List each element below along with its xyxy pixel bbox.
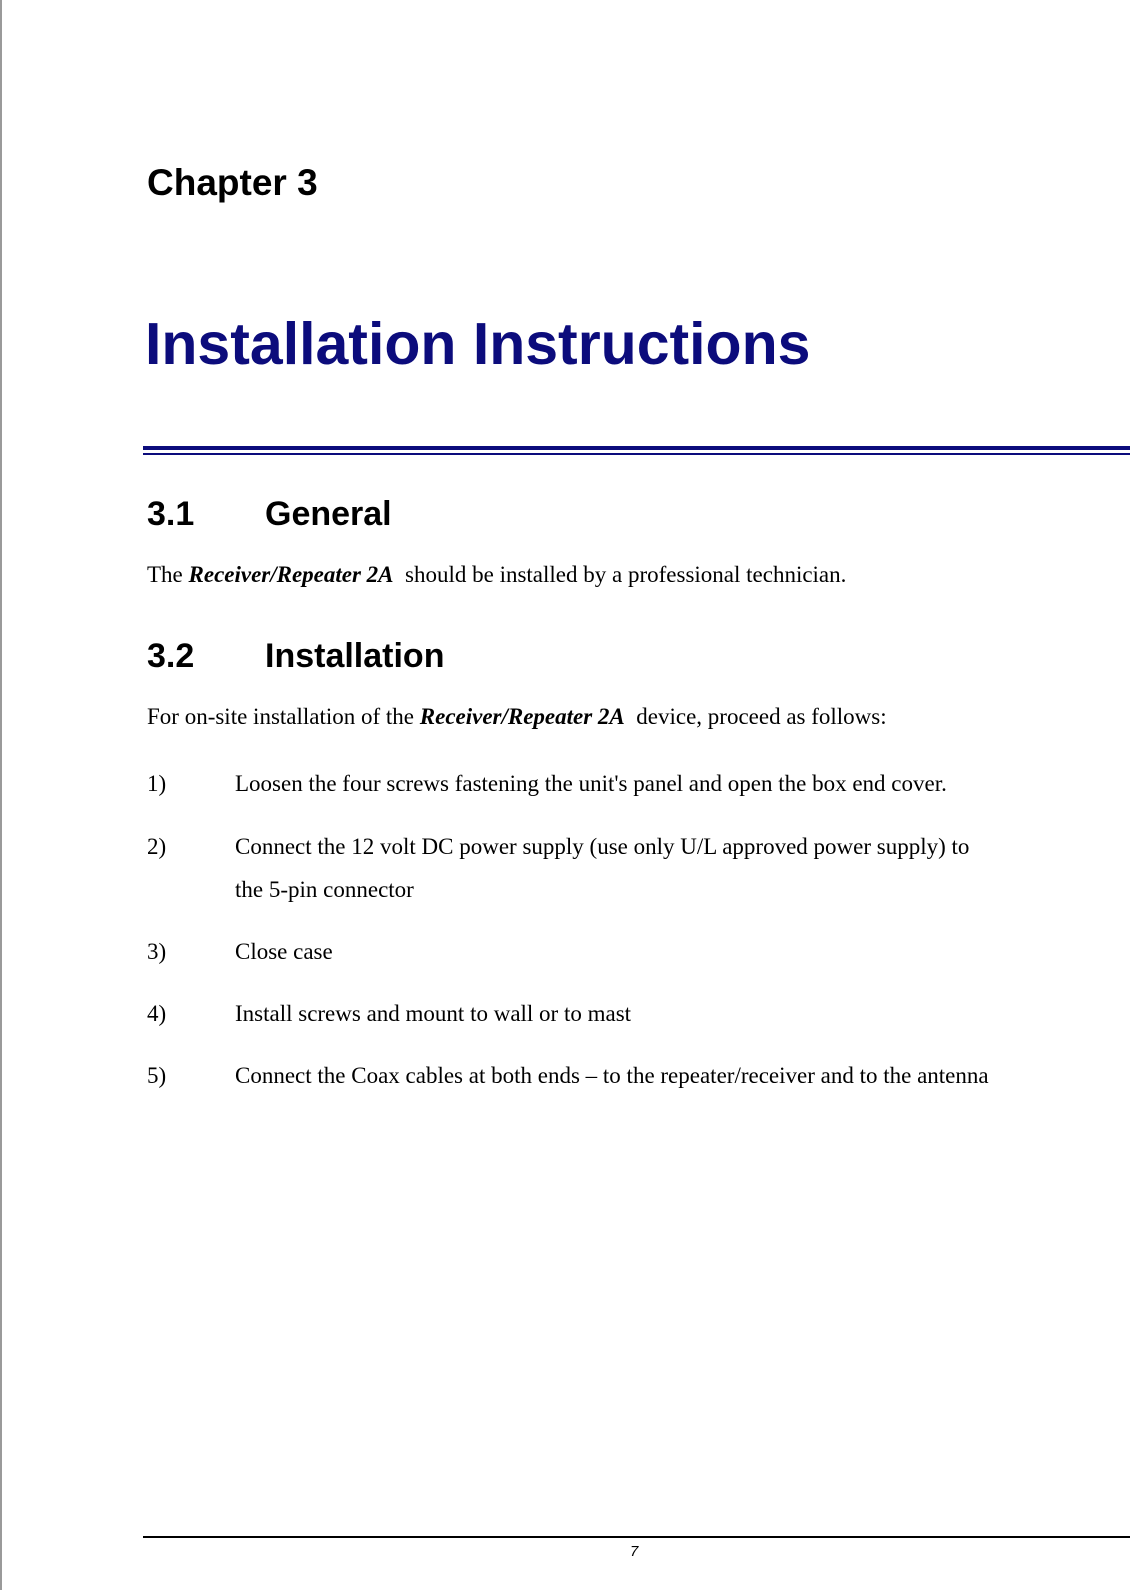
- step-number: 1): [147, 771, 167, 796]
- step-number: 5): [147, 1063, 167, 1088]
- chapter-label: Chapter 3: [147, 162, 318, 203]
- product-name: Receiver/Repeater 2A: [419, 704, 625, 729]
- section-heading-installation: [147, 637, 444, 676]
- section-number: 3.2: [147, 637, 195, 675]
- section-title: Installation: [265, 637, 445, 675]
- section-title: General: [265, 495, 392, 533]
- step-text: Close case: [235, 939, 333, 964]
- step-text: Connect the 12 volt DC power supply (use only U/L approved power supply) to the 5-pin connector: [235, 834, 970, 902]
- step-text: Install screws and mount to wall or to mast: [235, 1001, 632, 1026]
- section-heading-general: [147, 495, 392, 534]
- step-number: 3): [147, 939, 167, 964]
- chapter-title: Installation Instructions: [145, 311, 811, 377]
- product-name: Receiver/Repeater 2A: [188, 562, 394, 587]
- step-number: 4): [147, 1001, 167, 1026]
- general-paragraph: The Receiver/Repeater 2A should be installed by a professional technician.: [147, 562, 847, 587]
- step-number: 2): [147, 834, 167, 859]
- page-left-edge: [0, 0, 2, 1590]
- title-rule-thick: [143, 446, 1130, 450]
- page-number: 7: [630, 1543, 639, 1560]
- step-text: Loosen the four screws fastening the unit's panel and open the box end cover.: [235, 771, 947, 796]
- section-number: 3.1: [147, 495, 195, 533]
- step-text: Connect the Coax cables at both ends – to the repeater/receiver and to the antenna: [235, 1063, 989, 1088]
- footer-rule: [143, 1536, 1130, 1538]
- title-rule-thin: [143, 453, 1130, 455]
- installation-paragraph: For on-site installation of the Receiver/Repeater 2A device, proceed as follows:: [147, 704, 887, 729]
